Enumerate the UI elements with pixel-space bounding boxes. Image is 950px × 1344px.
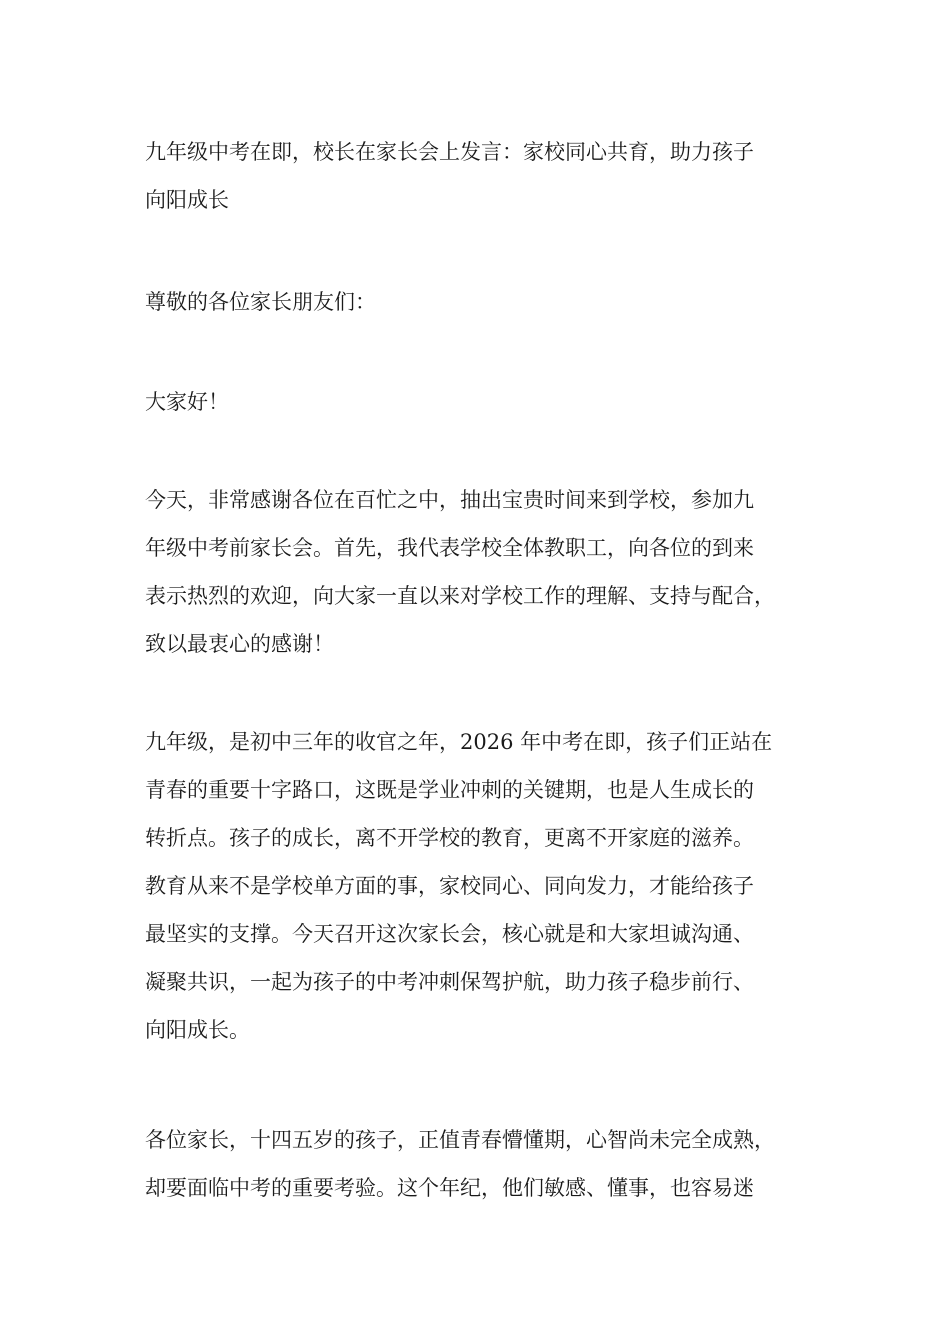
paragraph-line: 各位家长，十四五岁的孩子，正值青春懵懂期，心智尚未完全成熟， (145, 1128, 775, 1152)
paragraph-line: 九年级，是初中三年的收官之年，2026 年中考在即，孩子们正站在 (145, 730, 773, 754)
paragraph-line: 教育从来不是学校单方面的事，家校同心、同向发力，才能给孩子 (145, 874, 754, 898)
paragraph-line: 向阳成长。 (145, 1018, 250, 1042)
paragraph-line: 最坚实的支撑。今天召开这次家长会，核心就是和大家坦诚沟通、 (145, 922, 754, 946)
paragraph-grade-nine (145, 718, 835, 1054)
opening-line: 大家好！ (145, 390, 229, 414)
paragraph-line: 凝聚共识，一起为孩子的中考冲刺保驾护航，助力孩子稳步前行、 (145, 970, 754, 994)
title-line: 九年级中考在即，校长在家长会上发言：家校同心共育，助力孩子 (145, 140, 754, 164)
title-line: 向阳成长 (145, 188, 229, 212)
paragraph-parents (145, 1116, 835, 1212)
paragraph-line: 青春的重要十字路口，这既是学业冲刺的关键期，也是人生成长的 (145, 778, 754, 802)
document-title (145, 128, 835, 224)
paragraph-line: 致以最衷心的感谢！ (145, 632, 334, 656)
paragraph-line: 却要面临中考的重要考验。这个年纪，他们敏感、懂事，也容易迷 (145, 1176, 754, 1200)
paragraph-line: 转折点。孩子的成长，离不开学校的教育，更离不开家庭的滋养。 (145, 826, 754, 850)
paragraph-line: 今天，非常感谢各位在百忙之中，抽出宝贵时间来到学校，参加九 (145, 488, 754, 512)
paragraph-line: 年级中考前家长会。首先，我代表学校全体教职工，向各位的到来 (145, 536, 754, 560)
opening-greeting (145, 378, 835, 426)
paragraph-welcome (145, 476, 835, 668)
paragraph-line: 表示热烈的欢迎，向大家一直以来对学校工作的理解、支持与配合， (145, 584, 775, 608)
salutation (145, 278, 835, 326)
salutation-line: 尊敬的各位家长朋友们： (145, 290, 376, 314)
